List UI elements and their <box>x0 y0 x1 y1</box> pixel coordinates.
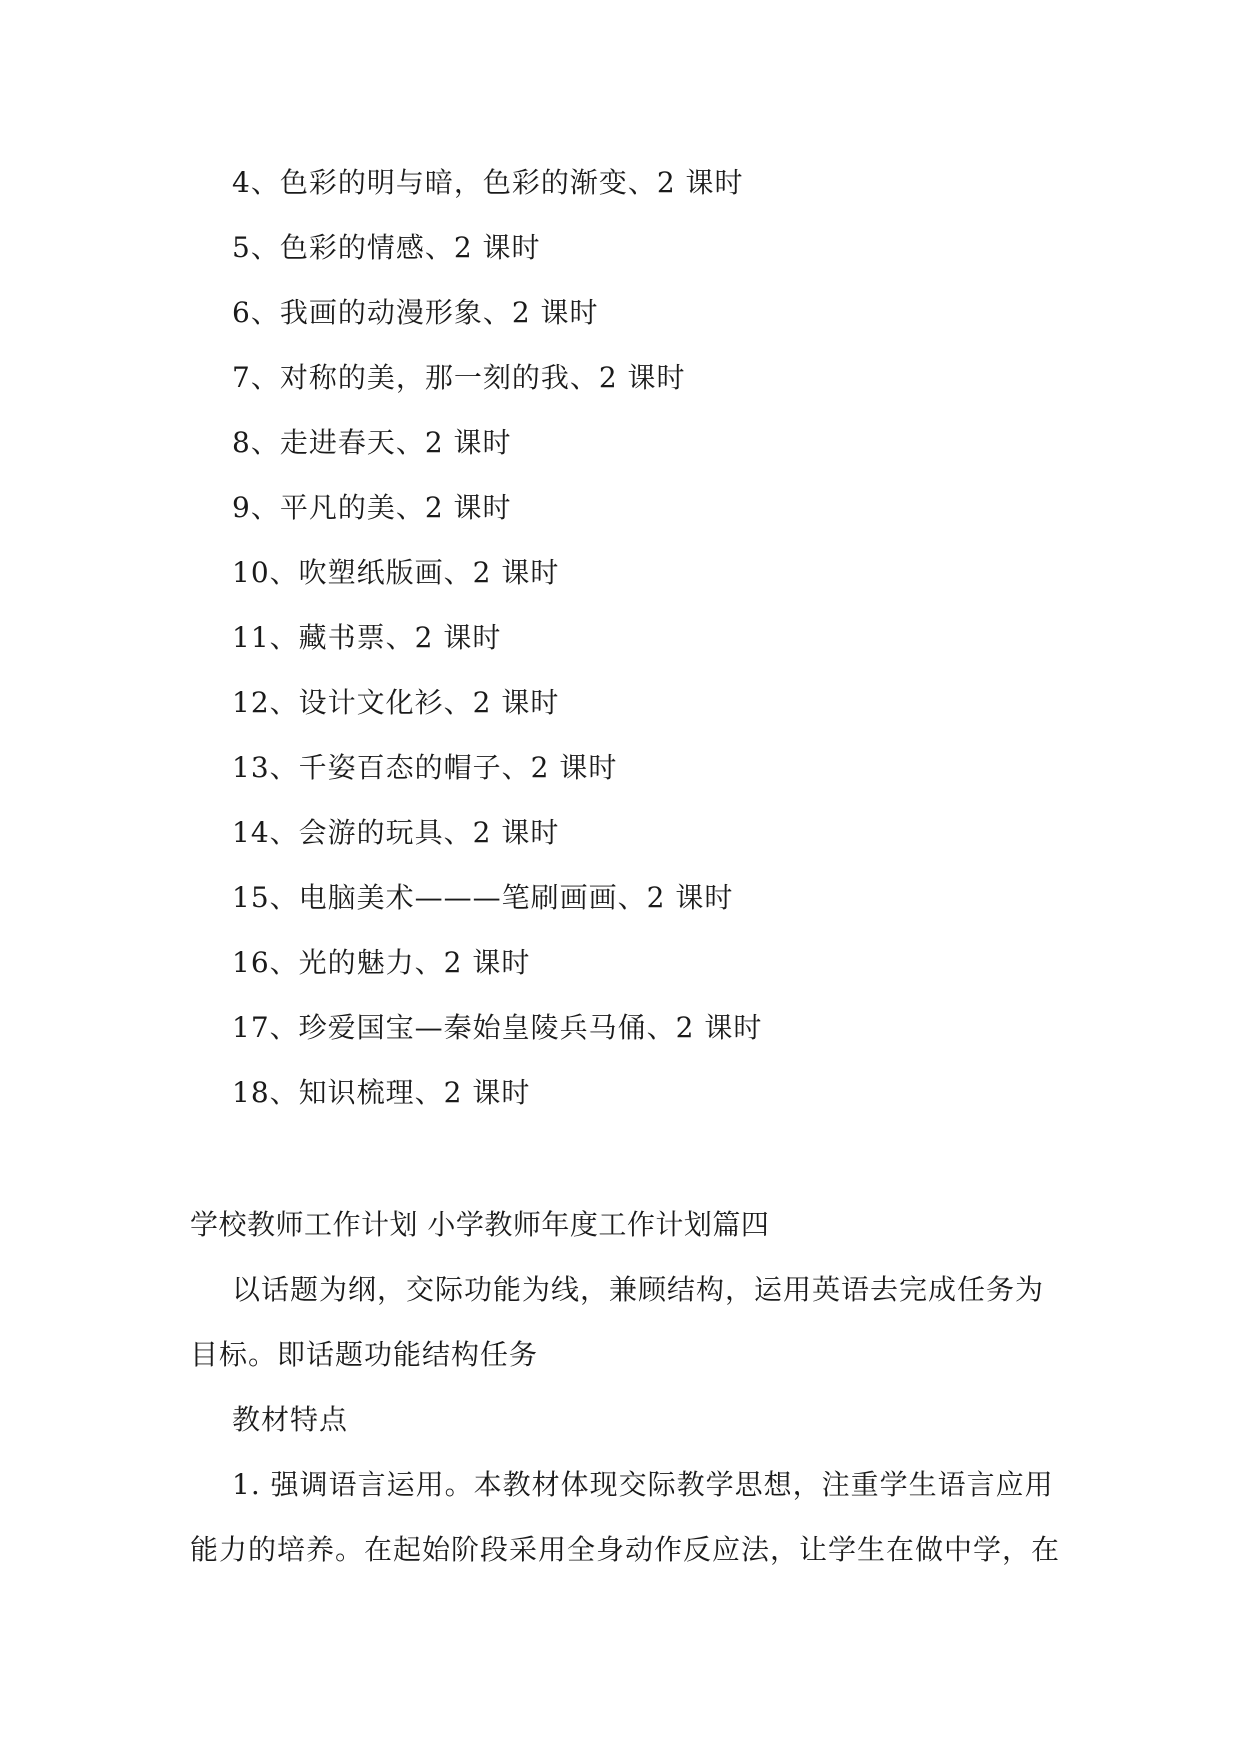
list-item: 6、我画的动漫形象、2 课时 <box>232 296 599 329</box>
list-item: 16、光的魅力、2 课时 <box>232 946 531 979</box>
list-item: 18、知识梳理、2 课时 <box>232 1076 531 1109</box>
list-item: 10、吹塑纸版画、2 课时 <box>232 556 560 589</box>
paragraph-line: 1. 强调语言运用。本教材体现交际教学思想，注重学生语言应用 <box>232 1468 1054 1501</box>
list-item: 11、藏书票、2 课时 <box>232 621 502 654</box>
list-item: 7、对称的美，那一刻的我、2 课时 <box>232 361 686 394</box>
paragraph-line: 能力的培养。在起始阶段采用全身动作反应法，让学生在做中学，在 <box>190 1533 1061 1566</box>
list-item: 15、电脑美术———笔刷画画、2 课时 <box>232 881 734 914</box>
list-item: 5、色彩的情感、2 课时 <box>232 231 541 264</box>
list-item: 8、走进春天、2 课时 <box>232 426 512 459</box>
section-heading: 学校教师工作计划 小学教师年度工作计划篇四 <box>190 1208 770 1241</box>
list-item: 12、设计文化衫、2 课时 <box>232 686 560 719</box>
list-item: 13、千姿百态的帽子、2 课时 <box>232 751 618 784</box>
subheading: 教材特点 <box>232 1403 349 1436</box>
list-item: 14、会游的玩具、2 课时 <box>232 816 560 849</box>
list-item: 9、平凡的美、2 课时 <box>232 491 512 524</box>
list-item: 4、色彩的明与暗，色彩的渐变、2 课时 <box>232 166 744 199</box>
paragraph-line: 以话题为纲，交际功能为线，兼顾结构，运用英语去完成任务为 <box>232 1273 1045 1306</box>
paragraph-line: 目标。即话题功能结构任务 <box>190 1338 539 1371</box>
list-item: 17、珍爱国宝—秦始皇陵兵马俑、2 课时 <box>232 1011 763 1044</box>
